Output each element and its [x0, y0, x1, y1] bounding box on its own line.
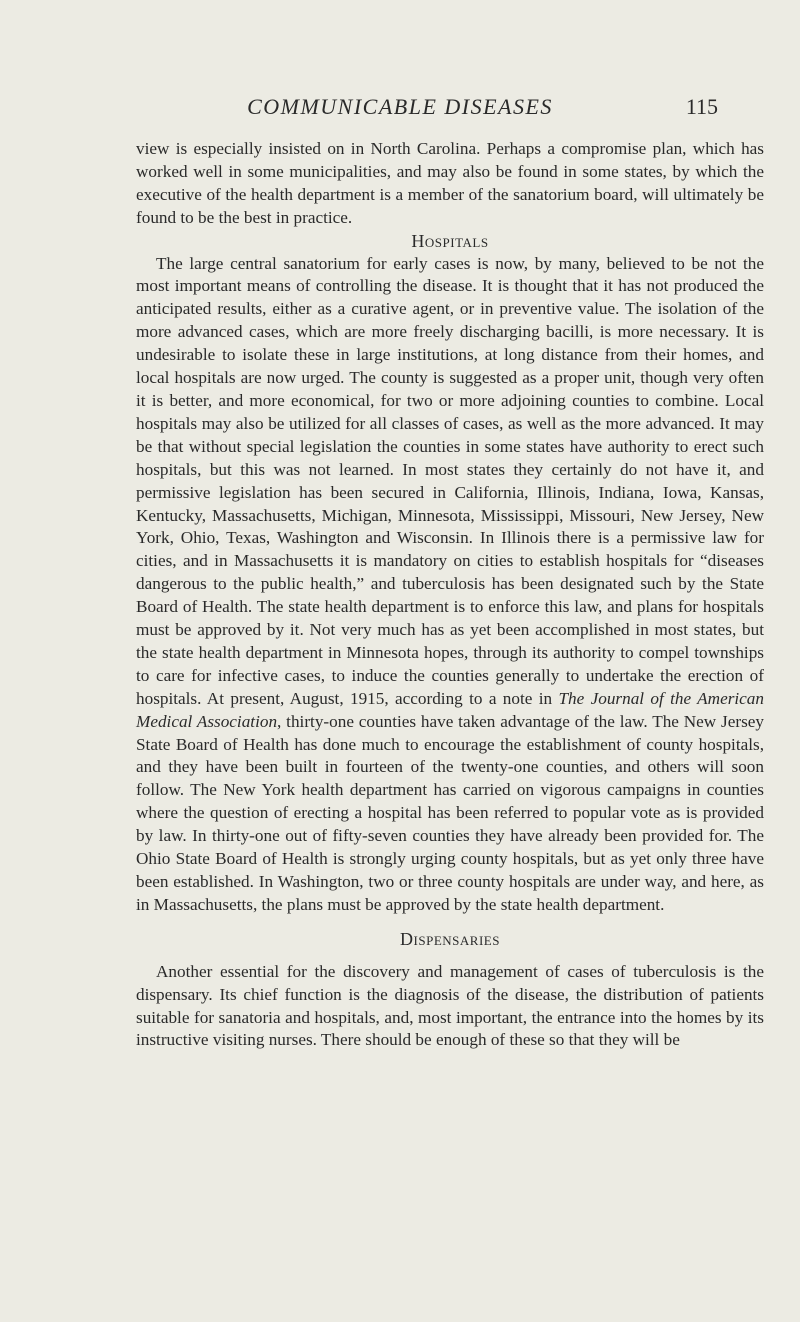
- paragraph-dispensaries: Another essential for the discovery and management of cases of tuberculosis is the dispensary. Its chief function is the diagnosis of the disease, the distribution of patients suitable for sanatoria and hospitals, and, most important, the entrance into the homes by its instructive visiting nurses. There should be enough of these so that they will be: [136, 961, 764, 1050]
- paragraph-hospitals-text-cont: , thirty-one counties have taken advantage of the law. The New Jersey State Board of Health has done much to encourage the establishment of county hospitals, and they have been built in fourteen of the twenty-one counties, and others will soon follow. The New York health department has carried on vigorous campaigns in counties where the question of erecting a hospital has been referred to popular vote as is provided by law. In thirty-one out of fifty-seven counties they have already been provided for. The Ohio State Board of Health is strongly urging county hospitals, but as yet only three have been established. In Washington, two or three county hospitals are under way, and here, as in Massachusetts, the plans must be approved by the state health department.: [136, 711, 764, 914]
- paragraph-hospitals-text: The large central sanatorium for early cases is now, by many, believed to be not the most important means of controlling the disease. It is thought that it has not produced the anticipated results, either as a curative agent, or in preventive value. The isolation of the more advanced cases, which are more freely discharging bacilli, is more necessary. It is undesirable to isolate these in large institutions, at long distance from their homes, and local hospitals are now urged. The county is suggested as a proper unit, though very often it is better, and more economical, for two or more adjoining counties to combine. Local hospitals may also be utilized for all classes of cases, as well as the more advanced. It may be that without special legislation the counties in some states have authority to erect such hospitals, but this was not learned. In most states they certainly do not have it, and permissive legislation has been secured in California, Illinois, Indiana, Iowa, Kansas, Kentucky, Massachusetts, Michigan, Minnesota, Mississippi, Missouri, New Jersey, New York, Ohio, Texas, Washington and Wisconsin. In Illinois there is a permissive law for cities, and in Massachusetts it is mandatory on cities to establish hospitals for “diseases dangerous to the public health,” and tuberculosis has been designated such by the State Board of Health. The state health department is to enforce this law, and plans for hospitals must be approved by it. Not very much has as yet been accomplished in most states, but the state health department in Minnesota hopes, through its authority to compel townships to care for infective cases, to induce the counties generally to undertake the erection of hospitals. At present, August, 1915, according to a note in: [136, 253, 764, 708]
- body-text: [136, 138, 764, 1052]
- paragraph-hospitals: [136, 253, 764, 917]
- running-title: COMMUNICABLE DISEASES: [247, 94, 553, 119]
- section-heading-hospitals: Hospitals: [411, 230, 489, 251]
- journal-title: The Journal of the American Medical Association: [136, 688, 764, 731]
- page-number: 115: [685, 94, 718, 119]
- section-heading-dispensaries: Dispensaries: [400, 928, 500, 949]
- running-head: [0, 94, 800, 124]
- paragraph-continuation: view is especially insisted on in North Carolina. Perhaps a compromise plan, which has worked well in some municipalities, and may also be found in some states, by which the executive of the health department is a member of the sanatorium board, will ultimately be found to be the best in practice.: [136, 139, 764, 227]
